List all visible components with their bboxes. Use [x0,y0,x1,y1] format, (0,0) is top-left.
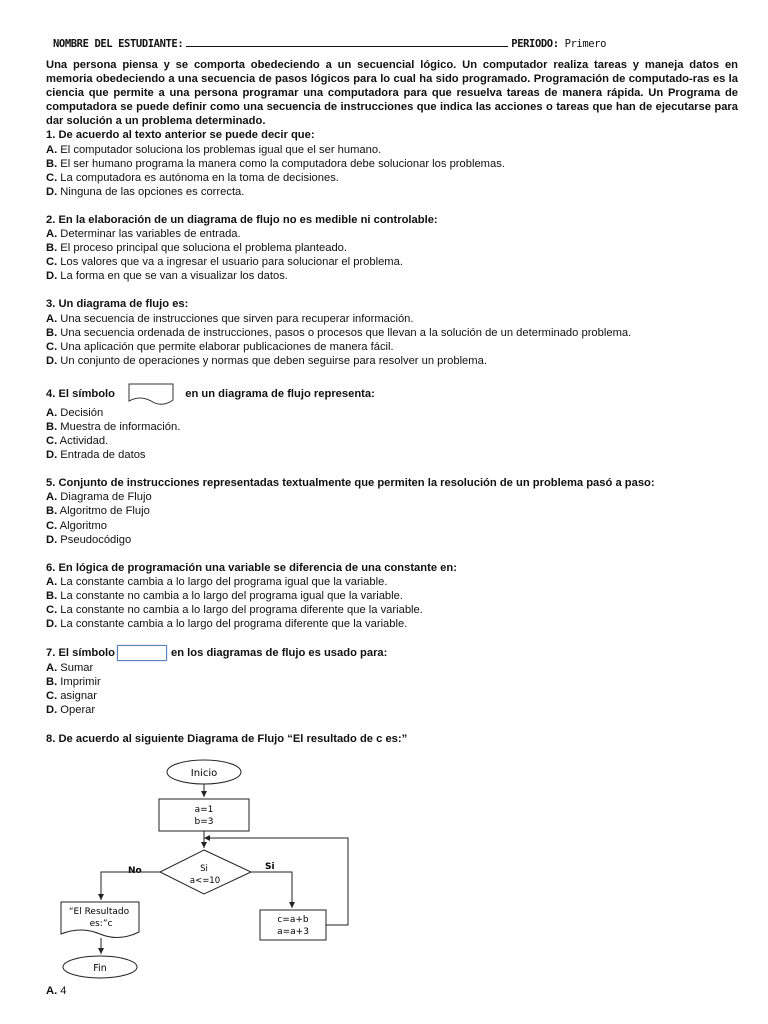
question-1-option-a: A. El computador soluciona los problemas igual que el ser humano. [46,143,382,156]
flow-process-line-1: c=a+b [277,915,309,925]
question-6-option-c: C. La constante no cambia a lo largo del programa diferente que la variable. [46,604,423,616]
question-1-option-d: D. Ninguna de las opciones es correcta. [46,185,245,198]
question-6: 6. En lógica de programación una variable se diferencia de una constante en: [46,561,457,574]
question-3-option-c: C. Una aplicación que permite elaborar publicaciones de manera fácil. [46,340,394,353]
question-3-option-b: B. Una secuencia ordenada de instrucciones, pasos o procesos que llevan a la solución de un determinado problema. [46,326,632,339]
flow-init-line-1: a=1 [194,805,214,815]
period-value: Primero [564,38,607,50]
question-7-option-a: A. Sumar [46,662,94,675]
question-2-option-c: C. Los valores que va a ingresar el usuario para solucionar el problema. [46,256,403,269]
question-1-option-b: B. El ser humano programa la manera como la computadora debe solucionar los problemas. [46,157,505,170]
period-label: PERIODO: [511,38,559,50]
question-6-option-b: B. La constante no cambia a lo largo del programa igual que la variable. [46,589,403,602]
question-4-option-d: D. Entrada de datos [46,449,146,462]
question-4-option-c: C. Actividad. [46,435,109,448]
document-symbol-icon [128,382,174,406]
question-3-option-d: D. Un conjunto de operaciones y normas que deben seguirse para resolver un problema. [46,354,487,367]
flow-output-line-1: “El Resultado [68,907,130,917]
question-8: 8. De acuerdo al siguiente Diagrama de Flujo “El resultado de c es:” [46,732,408,745]
flow-start-label: Inicio [190,768,218,779]
question-2-option-a: A. Determinar las variables de entrada. [46,228,241,241]
question-2: 2. En la elaboración de un diagrama de flujo no es medible ni controlable: [46,213,438,226]
student-name-line [186,37,508,47]
question-1: 1. De acuerdo al texto anterior se puede decir que: [46,129,315,142]
question-7-option-d: D. Operar [46,704,96,717]
flow-end-label: Fin [93,963,107,974]
question-5-option-b: B. Algoritmo de Flujo [46,505,150,518]
process-symbol-icon [117,645,167,661]
student-name-label: NOMBRE DEL ESTUDIANTE: [53,38,184,50]
question-6-option-d: D. La constante cambia a lo largo del programa diferente que la variable. [46,618,408,631]
question-7: 7. El símbolo en los diagramas de flujo es usado para: [46,645,738,661]
header [53,37,753,50]
flowchart [55,754,355,986]
flow-yes-label: Si [265,862,275,872]
question-7-option-c: C. asignar [46,690,97,703]
flow-output-line-2: es:”c [89,919,113,929]
flow-init-line-2: b=3 [194,817,214,827]
question-6-option-a: A. La constante cambia a lo largo del programa igual que la variable. [46,575,388,588]
question-8-option-a: A. 4 [46,985,67,997]
question-2-option-b: B. El proceso principal que soluciona el problema planteado. [46,242,348,255]
question-4: 4. El símbolo en un diagrama de flujo representa: [46,382,738,406]
question-4-option-a: A. Decisión [46,406,104,419]
question-7-option-b: B. Imprimir [46,676,101,689]
flow-process-line-2: a=a+3 [277,927,309,937]
flow-decision-line-2: a<=10 [189,876,221,886]
intro-paragraph: Una persona piensa y se comporta obedeciendo a un secuencial lógico. Un computador realiza tareas y maneja datos en memoria obedeciendo a una secuencia de pasos lógicos para lo cual ha sido programado. Programación de computado-ras es la ciencia que permite a una persona programar una computadora para que resuelva tareas de manera rápida. Un Programa de computadora se puede definir como una secuencia de instrucciones que indica las acciones o tareas que han de ejecutarse para dar solución a un problema determinado. [46,59,738,128]
question-4-option-b: B. Muestra de información. [46,420,181,433]
exam-content [46,58,738,746]
question-5-option-a: A. Diagrama de Flujo [46,491,152,504]
flow-no-label: No [128,866,142,876]
question-1-option-c: C. La computadora es autónoma en la toma de decisiones. [46,171,339,184]
flow-decision-line-1: Si [200,864,208,874]
question-5-option-d: D. Pseudocódigo [46,533,132,546]
question-5: 5. Conjunto de instrucciones representadas textualmente que permiten la resolución de un problema pasó a paso: [46,477,655,490]
question-5-option-c: C. Algoritmo [46,519,107,532]
question-3: 3. Un diagrama de flujo es: [46,298,189,311]
question-2-option-d: D. La forma en que se van a visualizar los datos. [46,270,288,283]
question-3-option-a: A. Una secuencia de instrucciones que sirven para recuperar información. [46,312,414,325]
